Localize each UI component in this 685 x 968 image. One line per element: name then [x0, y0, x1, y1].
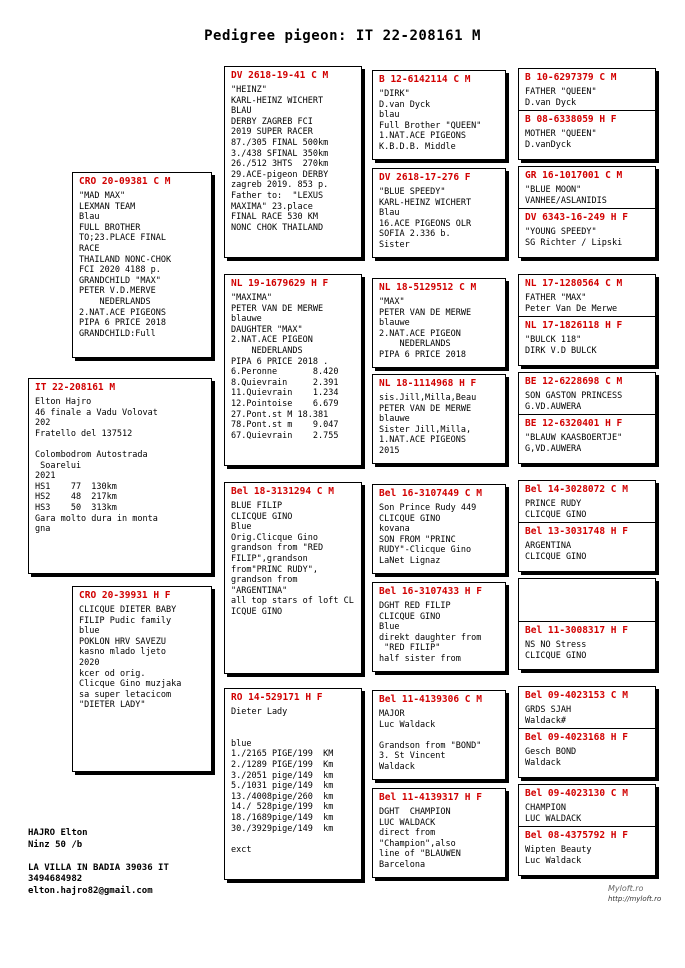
ggp-mmf-card — [372, 690, 506, 780]
ggp-mfm-details: DGHT RED FILIP CLICQUE GINO Blue direkt daughter from "RED FILIP" half sister from — [379, 601, 482, 664]
gggp-b2-details: "YOUNG SPEEDY" SG Richter / Lipski — [525, 227, 623, 248]
gggp-h2-ring: Bel 08-4375792 H F — [525, 830, 628, 842]
mother-card — [72, 586, 212, 772]
gggp-g1-details: GRDS SJAH Waldack# — [525, 705, 572, 726]
gggp-b1-details: "BLUE MOON" VANHEE/ASLANIDIS — [525, 185, 607, 206]
gggp-c2-ring: NL 17-1826118 H F — [525, 320, 623, 332]
gggp-d1-details: SON GASTON PRINCESS G.VD.AUWERA — [525, 391, 623, 412]
watermark-signature: Myloft.ro — [608, 884, 644, 893]
father-card — [72, 172, 212, 358]
gggp-c1-details: FATHER "MAX" Peter Van De Merwe — [525, 293, 618, 314]
gggp-g2-ring: Bel 09-4023168 H F — [525, 732, 628, 744]
ggp-fmf-details: "MAX" PETER VAN DE MERWE blauwe 2.NAT.ACE PIGEON NEDERLANDS PIPA 6 PRICE 2018 — [379, 297, 472, 360]
gggp-pair-e — [518, 480, 656, 572]
grandparent-ff-ring: DV 2618-19-41 C M — [231, 70, 329, 81]
grandparent-mf-ring: Bel 18-3131294 C M — [231, 486, 334, 497]
gggp-e2-details: ARGENTINA CLICQUE GINO — [525, 541, 587, 562]
gggp-a2-ring: B 08-6338059 H F — [525, 114, 617, 126]
gggp-e1-ring: Bel 14-3028072 C M — [525, 484, 628, 495]
ggp-mff-details: Son Prince Rudy 449 CLICQUE GINO kovana SON FROM "PRINC RUDY"-Clicque Gino LaNet Lignaz — [379, 503, 477, 566]
subject-card — [28, 378, 212, 574]
watermark — [608, 884, 661, 903]
grandparent-ff-card — [224, 66, 362, 258]
ggp-mfm-ring: Bel 16-3107433 H F — [379, 586, 482, 597]
gggp-pair-b — [518, 166, 656, 258]
gggp-h1-ring: Bel 09-4023130 C M — [525, 788, 628, 799]
mother-details: CLICQUE DIETER BABY FILIP Pudic family blue POKLON HRV SAVEZU kasno mlado ljeto 2020 kcer od orig. Clicque Gino muzjaka sa super letacicom "DIETER LADY" — [79, 605, 182, 711]
gggp-pair-d — [518, 372, 656, 464]
gggp-b1-ring: GR 16-1017001 C M — [525, 170, 623, 181]
father-details: "MAD MAX" LEXMAN TEAM Blau FULL BROTHER TO;23.PLACE FINAL RACE THAILAND NONC-CHOK FCI 2020 4188 p. GRANDCHILD "MAX" PETER V.D.MERVE NEDERLANDS 2.NAT.ACE PIGEONS PIPA 6 PRICE 2018 GRANDCHILD:Full — [79, 191, 172, 339]
gggp-f2-details: NS NO Stress CLICQUE GINO — [525, 640, 587, 661]
gggp-pair-g — [518, 686, 656, 778]
ggp-mff-card — [372, 484, 506, 574]
subject-ring: IT 22-208161 M — [35, 382, 116, 393]
grandparent-fm-details: "MAXIMA" PETER VAN DE MERWE blauwe DAUGHTER "MAX" 2.NAT.ACE PIGEON NEDERLANDS PIPA 6 PRICE 2018 . 6.Peronne 8.420 8.Quievrain 2.391 11.Quievrain 1.234 12.Pointoise 6.679 27.Pont.st M 18.381 78.Pont.st m 9.047 67.Quievrain 2.755 — [231, 293, 339, 441]
ggp-mmf-details: MAJOR Luc Waldack Grandson from "BOND" 3. St Vincent Waldack — [379, 709, 482, 772]
ggp-mmm-card — [372, 788, 506, 878]
mother-ring: CRO 20-39931 H F — [79, 590, 171, 601]
gggp-h2-details: Wipten Beauty Luc Waldack — [525, 845, 592, 866]
grandparent-ff-details: "HEINZ" KARL-HEINZ WICHERT BLAU DERBY ZAGREB FCI 2019 SUPER RACER 87./305 FINAL 500km 3./438 SFINAL 350km 26./512 3HTS 270km 29.ACE-pigeon DERBY zagreb 2019. 853 p. Father to: "LEXUS MAXIMA" 23.place FINAL RACE 530 KM NONC CHOK THAILAND — [231, 85, 329, 233]
ggp-fmm-card — [372, 374, 506, 464]
gggp-d2-details: "BLAUW KAASBOERTJE" G,VD.AUWERA — [525, 433, 623, 454]
ggp-ffm-ring: DV 2618-17-276 F — [379, 172, 471, 183]
grandparent-mf-details: BLUE FILIP CLICQUE GINO Blue Orig.Clicque Gino grandson from "RED FILIP",grandson from"PRINC RUDY", grandson from "ARGENTINA" all top stars of loft CL ICQUE GINO — [231, 501, 354, 617]
ggp-fff-details: "DIRK" D.van Dyck blau Full Brother "QUEEN" 1.NAT.ACE PIGEONS K.B.D.B. Middle — [379, 89, 482, 152]
grandparent-fm-card — [224, 274, 362, 466]
ggp-mmm-ring: Bel 11-4139317 H F — [379, 792, 482, 803]
gggp-d1-ring: BE 12-6228698 C M — [525, 376, 623, 387]
gggp-a1-details: FATHER "QUEEN" D.van Dyck — [525, 87, 597, 108]
ggp-ffm-card — [372, 168, 506, 258]
ggp-fff-card — [372, 70, 506, 160]
gggp-h1-details: CHAMPION LUC WALDACK — [525, 803, 582, 824]
gggp-pair-h — [518, 784, 656, 876]
gggp-b2-ring: DV 6343-16-249 H F — [525, 212, 628, 224]
grandparent-fm-ring: NL 19-1679629 H F — [231, 278, 329, 289]
owner-contact: HAJRO Elton Ninz 50 /b LA VILLA IN BADIA 39036 IT 3494684982 elton.hajro82@gmail.com — [28, 828, 169, 896]
ggp-mmf-ring: Bel 11-4139306 C M — [379, 694, 482, 705]
ggp-fmm-details: sis.Jill,Milla,Beau PETER VAN DE MERWE blauwe Sister Jill,Milla, 1.NAT.ACE PIGEONS 2015 — [379, 393, 477, 456]
grandparent-mf-card — [224, 482, 362, 674]
gggp-e1-details: PRINCE RUDY CLICQUE GINO — [525, 499, 587, 520]
ggp-fmf-ring: NL 18-5129512 C M — [379, 282, 477, 293]
gggp-e2-ring: Bel 13-3031748 H F — [525, 526, 628, 538]
grandparent-mm-card — [224, 688, 362, 880]
gggp-c2-details: "BULCK 118" DIRK V.D BULCK — [525, 335, 597, 356]
gggp-pair-c — [518, 274, 656, 366]
grandparent-mm-details: Dieter Lady blue 1./2165 PIGE/199 KM 2./1289 PIGE/199 Km 3./2051 pige/149 km 5./1031 pige/149 km 13./4008pige/260 km 14./ 528pige/199 km 18./1689pige/149 km 30./3929pige/149 km exct — [231, 707, 334, 855]
gggp-pair-a — [518, 68, 656, 160]
ggp-fmf-card — [372, 278, 506, 368]
ggp-ffm-details: "BLUE SPEEDY" KARL-HEINZ WICHERT Blau 16.ACE PIGEONS OLR SOFIA 2.336 b. Sister — [379, 187, 472, 250]
gggp-g1-ring: Bel 09-4023153 C M — [525, 690, 628, 701]
gggp-g2-details: Gesch BOND Waldack — [525, 747, 577, 768]
ggp-mmm-details: DGHT CHAMPION LUC WALDACK direct from "Champion",also line of "BLAUWEN Barcelona — [379, 807, 461, 870]
gggp-d2-ring: BE 12-6320401 H F — [525, 418, 623, 430]
gggp-pair-f — [518, 578, 656, 670]
gggp-a2-details: MOTHER "QUEEN" D.vanDyck — [525, 129, 597, 150]
ggp-fff-ring: B 12-6142114 C M — [379, 74, 471, 85]
gggp-c1-ring: NL 17-1280564 C M — [525, 278, 623, 289]
ggp-fmm-ring: NL 18-1114968 H F — [379, 378, 477, 389]
gggp-f2-ring: Bel 11-3008317 H F — [525, 625, 628, 636]
gggp-a1-ring: B 10-6297379 C M — [525, 72, 617, 83]
father-ring: CRO 20-09381 C M — [79, 176, 171, 187]
ggp-mff-ring: Bel 16-3107449 C M — [379, 488, 482, 499]
watermark-url: http://myloft.ro — [608, 895, 662, 903]
subject-details: Elton Hajro 46 finale a Vadu Volovat 202 Fratello del 137512 Colombodrom Autostrada Soarelui 2021 HS1 77 130km HS2 48 217km HS3 50 313km Gara molto dura in monta gna — [35, 397, 158, 535]
page-title: Pedigree pigeon: IT 22-208161 M — [204, 28, 481, 44]
grandparent-mm-ring: RO 14-529171 H F — [231, 692, 323, 703]
ggp-mfm-card — [372, 582, 506, 672]
